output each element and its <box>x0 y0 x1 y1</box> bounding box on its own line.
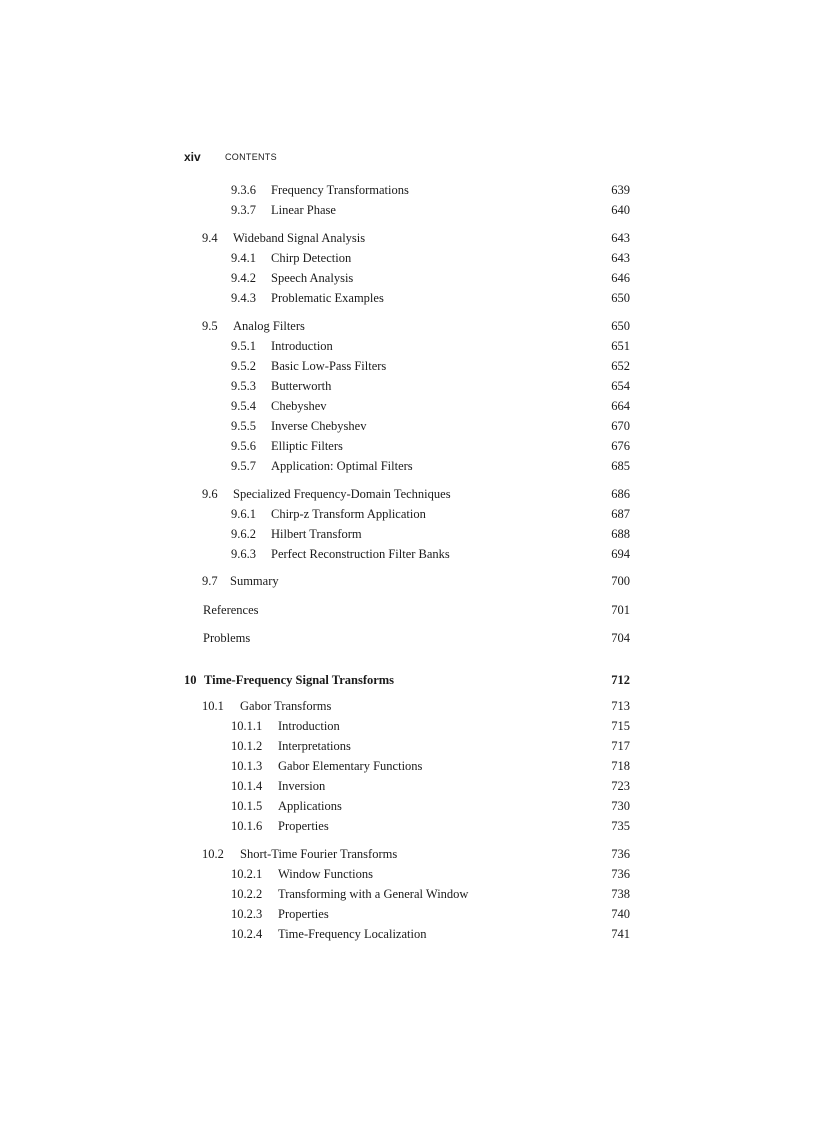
toc-section-entry <box>184 571 630 591</box>
toc-entry-title: References <box>203 603 259 617</box>
toc-entry-page: 650 <box>611 319 630 333</box>
toc-entry-number: 10 <box>184 673 197 687</box>
toc-entry-page: 651 <box>611 339 630 353</box>
toc-subsection-entry <box>184 248 630 268</box>
toc-subsection-entry <box>184 288 630 308</box>
toc-subsection-entry <box>184 544 630 564</box>
toc-entry-title: Chebyshev <box>271 399 327 413</box>
toc-entry-page: 643 <box>611 231 630 245</box>
toc-entry-page: 643 <box>611 251 630 265</box>
toc-subsection-entry <box>184 456 630 476</box>
running-header <box>184 150 630 164</box>
toc-subsection-entry <box>184 716 630 736</box>
toc-entry-page: 688 <box>611 527 630 541</box>
toc-entry-title: Inversion <box>278 779 326 793</box>
toc-entry-number: 9.4.1 <box>231 251 256 265</box>
toc-entry-page: 652 <box>611 359 630 373</box>
toc-entry-title: Chirp-z Transform Application <box>271 507 426 521</box>
toc-entry-title: Hilbert Transform <box>271 527 362 541</box>
toc-entry-number: 10.2 <box>202 847 224 861</box>
toc-entry-title: Introduction <box>278 719 340 733</box>
toc-entry-number: 10.2.4 <box>231 927 263 941</box>
toc-entry-page: 715 <box>611 719 630 733</box>
toc-entry-title: Time-Frequency Signal Transforms <box>204 673 395 687</box>
toc-entry-number: 10.1.5 <box>231 799 263 813</box>
toc-entry-number: 9.7 <box>202 574 218 588</box>
toc-entry-number: 9.5.4 <box>231 399 256 413</box>
toc-entry-number: 9.5.2 <box>231 359 256 373</box>
toc-entry-number: 10.1.1 <box>231 719 263 733</box>
toc-entry-page: 735 <box>611 819 630 833</box>
toc-entry-number: 9.4.2 <box>231 271 256 285</box>
toc-entry-number: 10.1.3 <box>231 759 263 773</box>
toc-entry-page: 670 <box>611 419 630 433</box>
toc-entry-page: 718 <box>611 759 630 773</box>
toc-entry-page: 676 <box>611 439 630 453</box>
toc-entry-page: 650 <box>611 291 630 305</box>
toc-entry-number: 9.6.2 <box>231 527 256 541</box>
toc-entry-title: Time-Frequency Localization <box>278 927 427 941</box>
toc-entry-number: 9.5.6 <box>231 439 256 453</box>
toc-entry-title: Window Functions <box>278 867 373 881</box>
toc-entry-number: 10.2.3 <box>231 907 263 921</box>
toc-section-entry <box>184 600 630 620</box>
toc-entry-title: Application: Optimal Filters <box>271 459 413 473</box>
toc-entry-number: 10.2.2 <box>231 887 263 901</box>
toc-subsection-entry <box>184 356 630 376</box>
toc-subsection-entry <box>184 524 630 544</box>
toc-entry-number: 9.6.1 <box>231 507 256 521</box>
toc-entry-title: Gabor Elementary Functions <box>278 759 423 773</box>
toc-section-entry <box>184 628 630 648</box>
toc-entry-number: 10.1.6 <box>231 819 263 833</box>
toc-subsection-entry <box>184 180 630 200</box>
toc-entry-page: 686 <box>611 487 630 501</box>
toc-entry-number: 9.6.3 <box>231 547 256 561</box>
toc-entry-title: Problematic Examples <box>271 291 384 305</box>
toc-entry-page: 687 <box>611 507 630 521</box>
toc-entry-page: 736 <box>611 867 630 881</box>
toc-entry-page: 713 <box>611 699 630 713</box>
toc-entry-title: Speech Analysis <box>271 271 354 285</box>
toc-section-entry <box>184 844 630 864</box>
toc-chapter-entry <box>184 670 630 690</box>
page-number: xiv <box>184 150 201 164</box>
toc-entry-title: Transforming with a General Window <box>278 887 469 901</box>
toc-entry-page: 717 <box>611 739 630 753</box>
toc-entry-number: 9.5.3 <box>231 379 256 393</box>
toc-subsection-entry <box>184 396 630 416</box>
toc-entry-title: Properties <box>278 907 329 921</box>
toc-entry-page: 700 <box>611 574 630 588</box>
toc-entry-page: 664 <box>611 399 630 413</box>
toc-entry-number: 10.1 <box>202 699 224 713</box>
toc-entry-page: 701 <box>611 603 630 617</box>
toc-entry-number: 10.1.4 <box>231 779 263 793</box>
toc-entry-title: Perfect Reconstruction Filter Banks <box>271 547 450 561</box>
toc-entry-title: Introduction <box>271 339 333 353</box>
toc-subsection-entry <box>184 376 630 396</box>
toc-subsection-entry <box>184 864 630 884</box>
toc-subsection-entry <box>184 924 630 944</box>
toc-entry-page: 654 <box>611 379 630 393</box>
toc-entry-page: 730 <box>611 799 630 813</box>
toc-entry-page: 646 <box>611 271 630 285</box>
toc-subsection-entry <box>184 436 630 456</box>
toc-section-entry <box>184 696 630 716</box>
toc-entry-title: Summary <box>230 574 279 588</box>
toc-entry-title: Linear Phase <box>271 203 336 217</box>
toc-subsection-entry <box>184 796 630 816</box>
toc-entry-page: 704 <box>611 631 630 645</box>
toc-entry-number: 9.5 <box>202 319 218 333</box>
toc-entry-title: Interpretations <box>278 739 351 753</box>
toc-entry-title: Frequency Transformations <box>271 183 409 197</box>
toc-entry-number: 10.2.1 <box>231 867 263 881</box>
toc-entry-title: Specialized Frequency-Domain Techniques <box>233 487 451 501</box>
toc-entry-title: Basic Low-Pass Filters <box>271 359 387 373</box>
toc-subsection-entry <box>184 756 630 776</box>
toc-section-entry <box>184 316 630 336</box>
toc-entry-number: 9.5.1 <box>231 339 256 353</box>
toc-entry-page: 685 <box>611 459 630 473</box>
toc-entry-title: Elliptic Filters <box>271 439 343 453</box>
toc-entry-title: Butterworth <box>271 379 332 393</box>
toc-entry-title: Inverse Chebyshev <box>271 419 367 433</box>
running-head: CONTENTS <box>225 152 277 162</box>
toc-entry-title: Short-Time Fourier Transforms <box>240 847 398 861</box>
toc-entry-page: 640 <box>611 203 630 217</box>
toc-entry-number: 9.4.3 <box>231 291 256 305</box>
toc-entry-title: Problems <box>203 631 251 645</box>
toc-entry-title: Gabor Transforms <box>240 699 332 713</box>
toc-entry-page: 639 <box>611 183 630 197</box>
toc-entry-page: 712 <box>611 673 630 687</box>
toc-entry-page: 694 <box>611 547 630 561</box>
toc-section-entry <box>184 484 630 504</box>
toc-subsection-entry <box>184 200 630 220</box>
toc-entry-page: 741 <box>611 927 630 941</box>
toc-section-entry <box>184 228 630 248</box>
toc-entry-title: Analog Filters <box>233 319 305 333</box>
toc-entry-page: 723 <box>611 779 630 793</box>
toc-entry-title: Wideband Signal Analysis <box>233 231 366 245</box>
toc-subsection-entry <box>184 416 630 436</box>
toc-entry-title: Chirp Detection <box>271 251 352 265</box>
toc-entry-number: 10.1.2 <box>231 739 263 753</box>
toc-subsection-entry <box>184 268 630 288</box>
toc-entry-number: 9.5.7 <box>231 459 256 473</box>
toc-entry-title: Applications <box>278 799 342 813</box>
toc-entry-number: 9.6 <box>202 487 218 501</box>
toc-subsection-entry <box>184 736 630 756</box>
toc-subsection-entry <box>184 816 630 836</box>
toc-entry-number: 9.3.6 <box>231 183 256 197</box>
toc-entry-number: 9.4 <box>202 231 218 245</box>
toc-subsection-entry <box>184 336 630 356</box>
toc-subsection-entry <box>184 504 630 524</box>
toc-entry-number: 9.5.5 <box>231 419 256 433</box>
toc-entry-page: 736 <box>611 847 630 861</box>
toc-entry-number: 9.3.7 <box>231 203 256 217</box>
toc-entry-page: 740 <box>611 907 630 921</box>
toc-entry-title: Properties <box>278 819 329 833</box>
toc-subsection-entry <box>184 776 630 796</box>
toc-subsection-entry <box>184 884 630 904</box>
toc-subsection-entry <box>184 904 630 924</box>
toc-entry-page: 738 <box>611 887 630 901</box>
